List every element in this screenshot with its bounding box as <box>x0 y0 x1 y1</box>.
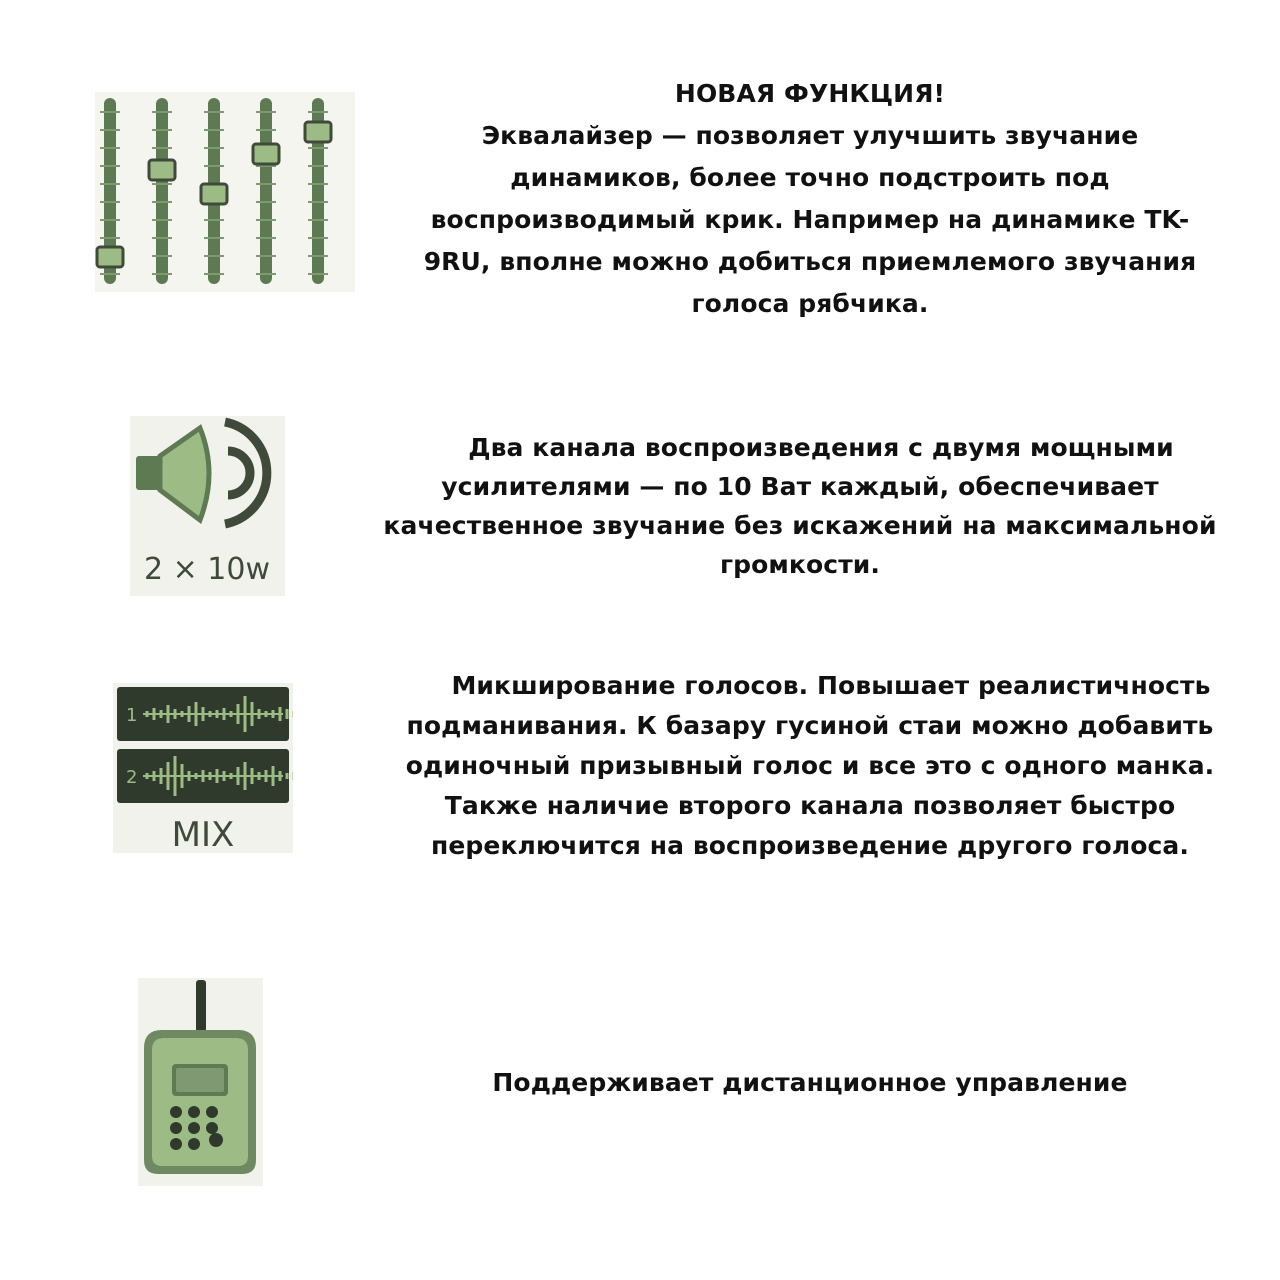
new-feature-title: НОВАЯ ФУНКЦИЯ! <box>674 79 946 108</box>
mix-text: Микширование голосов. Повышает реалистичность подманивания. К базару гусиной стаи можно добавить одиночный призывный голос и все это с одного манка. Также наличие второго канала позволяет быстро переключится на воспроизведение другого голоса. <box>405 671 1215 860</box>
speakers-text: Два канала воспроизведения с двумя мощными усилителями — по 10 Ват каждый, обеспечивает качественное звучание без искажений на максимальной громкости. <box>383 433 1217 579</box>
remote-control-icon <box>138 978 263 1186</box>
equalizer-sliders-icon <box>95 92 355 292</box>
remote-text: Поддерживает дистанционное управление <box>492 1068 1128 1097</box>
remote-description <box>380 1062 1240 1104</box>
mix-description <box>380 666 1240 866</box>
eq-slider-knob <box>149 160 175 180</box>
mix-waveform-icon <box>113 683 293 853</box>
channel-1-label: 1 <box>126 705 138 726</box>
speakers-description <box>370 428 1230 584</box>
eq-slider-knob <box>305 122 331 142</box>
channel-2-label: 2 <box>126 767 138 788</box>
equalizer-text: Эквалайзер — позволяет улучшить звучание динамиков, более точно подстроить под воспроизводимый крик. Например на динамике TK-9RU, вполне можно добиться приемлемого звучания голоса рябчика. <box>423 121 1197 318</box>
eq-slider-knob <box>253 144 279 164</box>
equalizer-description <box>400 73 1220 325</box>
eq-slider-knob <box>97 247 123 267</box>
mix-label: MIX <box>171 815 235 853</box>
eq-slider-knob <box>201 184 227 204</box>
speaker-icon <box>130 416 285 596</box>
speaker-power-label: 2 × 10w <box>143 552 271 587</box>
